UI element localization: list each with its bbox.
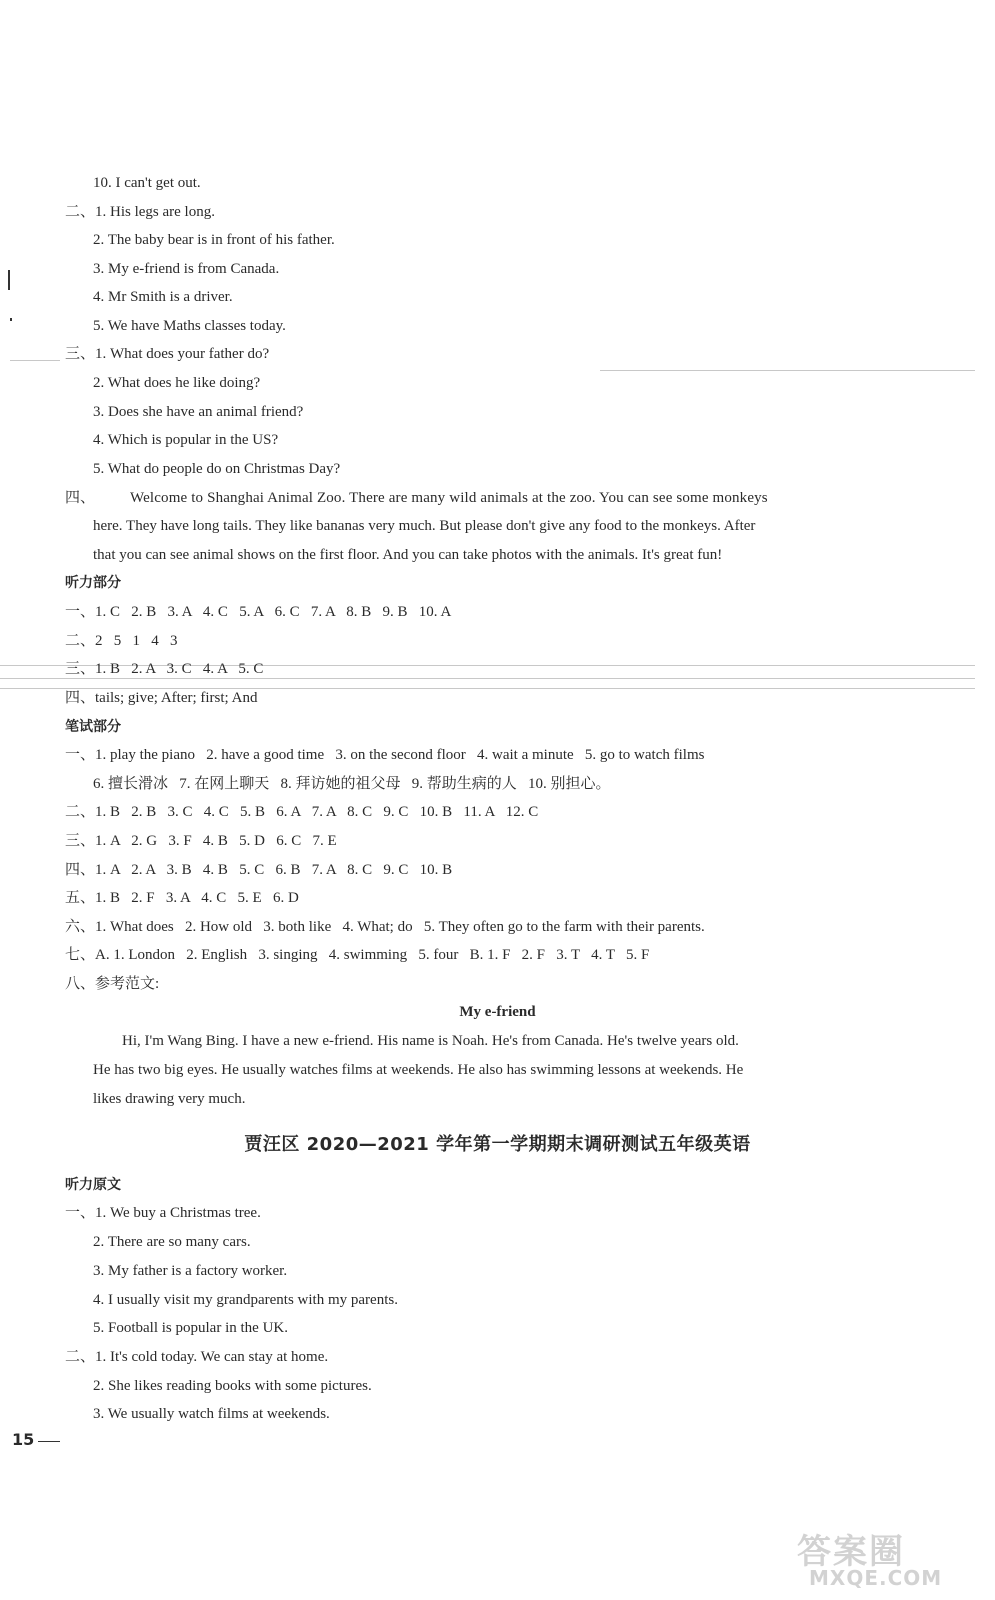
essay-line: likes drawing very much.	[93, 1091, 246, 1107]
answer-line: 一、1. play the piano 2. have a good time 3. on the second floor 4. wait a minute 5. go to watch films	[65, 747, 705, 763]
watermark-url: MXQE.COM	[809, 1566, 943, 1590]
section-label: 四、	[65, 490, 96, 506]
answer-line: 三、1. A 2. G 3. F 4. B 5. D 6. C 7. E	[65, 833, 337, 849]
scan-mark	[8, 270, 10, 290]
page-number-dash	[38, 1441, 60, 1442]
passage-line: Welcome to Shanghai Animal Zoo. There are many wild animals at the zoo. You can see some monkeys	[130, 490, 768, 506]
answer-line: 二、1. His legs are long.	[65, 204, 215, 220]
transcript-line: 3. We usually watch films at weekends.	[93, 1406, 330, 1422]
answer-line: 五、1. B 2. F 3. A 4. C 5. E 6. D	[65, 890, 299, 906]
answer-line: 4. Mr Smith is a driver.	[93, 289, 233, 305]
transcript-line: 二、1. It's cold today. We can stay at home.	[65, 1349, 329, 1365]
answer-line: 二、2 5 1 4 3	[65, 633, 178, 649]
answer-line: 5. What do people do on Christmas Day?	[93, 461, 341, 477]
transcript-line: 4. I usually visit my grandparents with my parents.	[93, 1292, 398, 1308]
watermark-logo	[787, 1524, 977, 1590]
answer-line: 3. Does she have an animal friend?	[93, 404, 304, 420]
answer-line: 四、tails; give; After; first; And	[65, 690, 258, 706]
answer-line: 3. My e-friend is from Canada.	[93, 261, 280, 277]
answer-line: 八、参考范文:	[65, 976, 160, 992]
passage-line: that you can see animal shows on the first floor. And you can take photos with the animals. It's great fun!	[93, 547, 723, 563]
answer-line: 2. The baby bear is in front of his father.	[93, 232, 335, 248]
page-number: 15	[12, 1430, 35, 1449]
section-heading: 听力原文	[65, 1177, 121, 1193]
section-heading: 笔试部分	[65, 719, 121, 735]
section-heading: 听力部分	[65, 575, 121, 591]
transcript-line: 3. My father is a factory worker.	[93, 1263, 288, 1279]
answer-line: 二、1. B 2. B 3. C 4. C 5. B 6. A 7. A 8. C 9. C 10. B 11. A 12. C	[65, 804, 539, 820]
answer-line: 六、1. What does 2. How old 3. both like 4. What; do 5. They often go to the farm with their parents.	[65, 919, 705, 935]
section-title: 贾汪区 2020—2021 学年第一学期期末调研测试五年级英语	[244, 1134, 751, 1155]
scan-rule	[600, 370, 975, 371]
transcript-line: 2. There are so many cars.	[93, 1234, 251, 1250]
answer-line: 三、1. B 2. A 3. C 4. A 5. C	[65, 661, 264, 677]
transcript-line: 一、1. We buy a Christmas tree.	[65, 1205, 261, 1221]
transcript-line: 2. She likes reading books with some pictures.	[93, 1378, 372, 1394]
passage-line: here. They have long tails. They like bananas very much. But please don't give any food to the monkeys. After	[93, 518, 756, 534]
essay-title: My e-friend	[459, 1004, 536, 1020]
scan-rule	[10, 360, 60, 361]
answer-line: 四、1. A 2. A 3. B 4. B 5. C 6. B 7. A 8. C 9. C 10. B	[65, 862, 453, 878]
answer-line: 三、1. What does your father do?	[65, 346, 270, 362]
transcript-line: 5. Football is popular in the UK.	[93, 1320, 288, 1336]
essay-line: Hi, I'm Wang Bing. I have a new e-friend. His name is Noah. He's from Canada. He's twelve years old.	[122, 1033, 739, 1049]
scan-mark	[10, 318, 12, 321]
answer-line: 5. We have Maths classes today.	[93, 318, 286, 334]
answer-line: 6. 擅长滑冰 7. 在网上聊天 8. 拜访她的祖父母 9. 帮助生病的人 10. 别担心。	[93, 776, 611, 792]
answer-line: 10. I can't get out.	[93, 175, 201, 191]
watermark-text: 答案圈	[797, 1532, 905, 1572]
essay-line: He has two big eyes. He usually watches films at weekends. He also has swimming lessons at weekends. He	[93, 1062, 744, 1078]
answer-line: 一、1. C 2. B 3. A 4. C 5. A 6. C 7. A 8. B 9. B 10. A	[65, 604, 452, 620]
answer-line: 4. Which is popular in the US?	[93, 432, 279, 448]
answer-line: 七、A. 1. London 2. English 3. singing 4. swimming 5. four B. 1. F 2. F 3. T 4. T 5. F	[65, 947, 650, 963]
answer-line: 2. What does he like doing?	[93, 375, 261, 391]
